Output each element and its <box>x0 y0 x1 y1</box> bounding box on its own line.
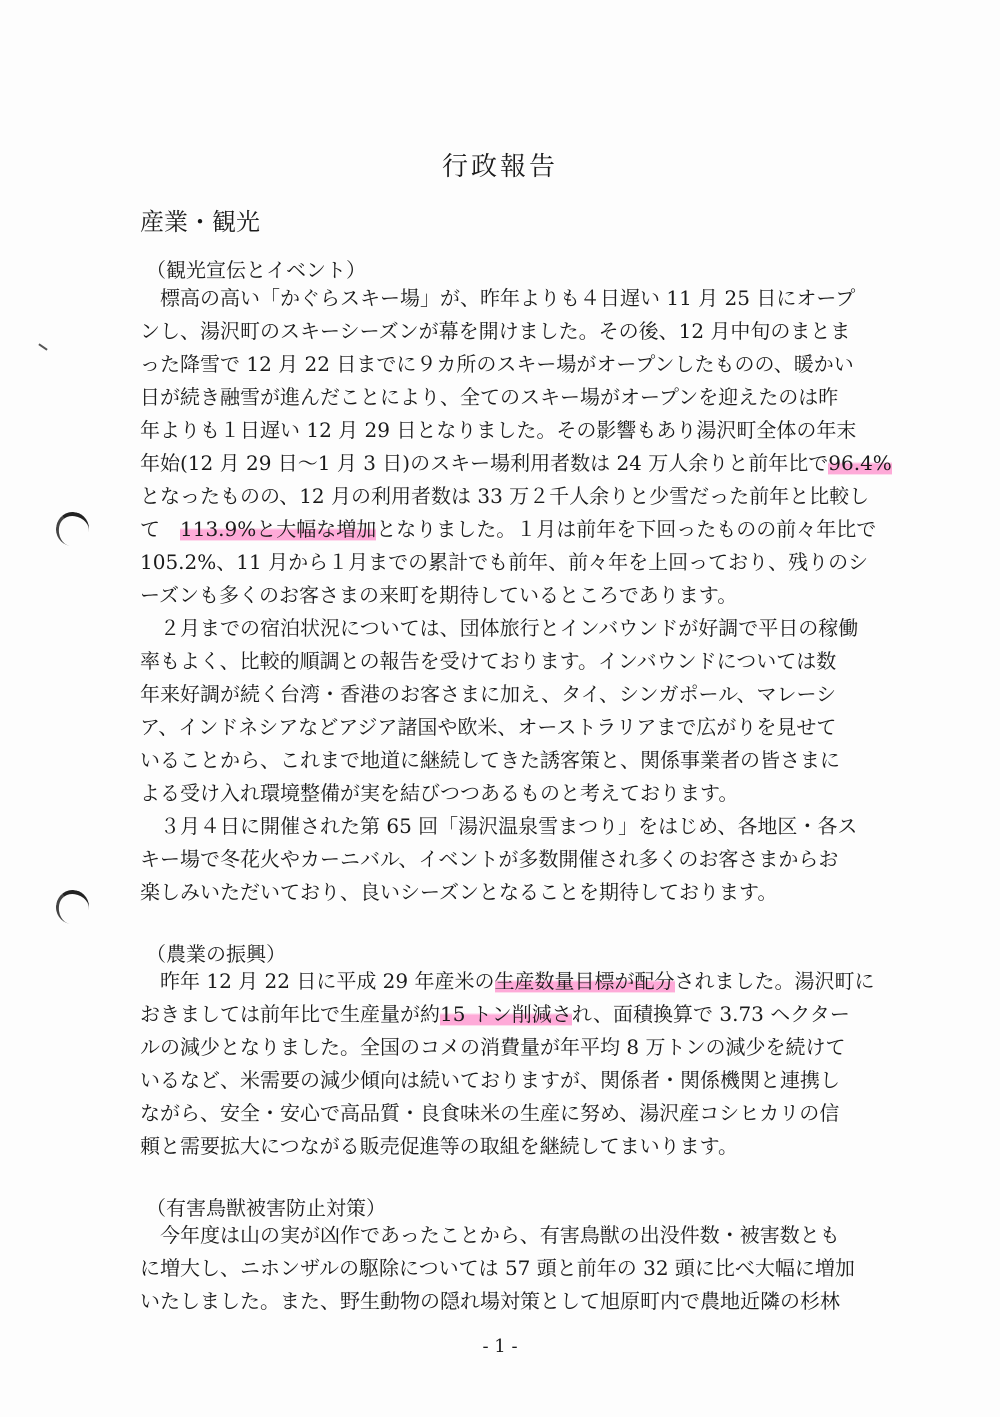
tourism-line: 日が続き融雪が進んだことにより、全てのスキー場がオープンを迎えたのは昨 <box>140 385 839 409</box>
tourism-line: 年よりも１日遅い 12 月 29 日となりました。その影響もあり湯沢町全体の年末 <box>140 418 857 442</box>
tourism-line-text: 年始(12 月 29 日～1 月 3 日)のスキー場利用者数は 24 万人余りと前年比で <box>140 451 829 475</box>
tourism-line: いることから、これまで地道に継続してきた誘客策と、関係事業者の皆さまに <box>140 748 840 772</box>
punch-hole-mark <box>53 887 91 926</box>
agriculture-line-text: されました。湯沢町に <box>674 969 875 993</box>
wildlife-line: いたしました。また、野生動物の隠れ場対策として旭原町内で農地近隣の杉林 <box>140 1289 840 1313</box>
punch-hole-mark <box>53 509 91 548</box>
tourism-line: となったものの、12 月の利用者数は 33 万２千人余りと少雪だった前年と比較し <box>140 484 870 508</box>
tourism-heading: （観光宣伝とイベント） <box>146 258 366 282</box>
document-title: 行政報告 <box>441 152 558 182</box>
tourism-line: ンし、湯沢町のスキーシーズンが幕を開けました。その後、12 月中旬のまとま <box>140 319 851 343</box>
agriculture-line <box>140 999 850 1029</box>
agriculture-line-text: れ、面積換算で 3.73 ヘクター <box>571 1002 850 1026</box>
tourism-line: った降雪で 12 月 22 日までに９カ所のスキー場がオープンしたものの、暖かい <box>140 352 854 376</box>
highlighted-text: 生産数量目標が配分 <box>494 969 675 993</box>
tourism-line: ３月４日に開催された第 65 回「湯沢温泉雪まつり」をはじめ、各地区・各ス <box>140 814 858 838</box>
agriculture-heading: （農業の振興） <box>146 942 286 966</box>
tourism-line: 105.2%、11 月から１月までの累計でも前年、前々年を上回っており、残りのシ <box>140 550 869 574</box>
section-heading: 産業・観光 <box>140 208 260 236</box>
tourism-line-text: て <box>140 517 160 541</box>
tourism-line: キー場で冬花火やカーニバル、イベントが多数開催され多くのお客さまからお <box>140 847 839 871</box>
tourism-line <box>140 448 892 478</box>
tourism-line <box>140 514 876 544</box>
agriculture-line: ルの減少となりました。全国のコメの消費量が年平均 8 万トンの減少を続けて <box>140 1035 846 1059</box>
tourism-line: 年来好調が続く台湾・香港のお客さまに加え、タイ、シンガポール、マレーシ <box>140 682 837 706</box>
agriculture-line: ながら、安全・安心で高品質・良食味米の生産に努め、湯沢産コシヒカリの信 <box>140 1101 840 1125</box>
highlighted-text: 113.9%と大幅な増加 <box>180 517 377 541</box>
tourism-line: 率もよく、比較的順調との報告を受けております。インバウンドについては数 <box>140 649 837 673</box>
tourism-line: 楽しみいただいており、良いシーズンとなることを期待しております。 <box>140 880 778 904</box>
agriculture-line <box>140 966 875 996</box>
agriculture-line: いるなど、米需要の減少傾向は続いておりますが、関係者・関係機関と連携し <box>140 1068 840 1092</box>
tourism-line: ーズンも多くのお客さまの来町を期待しているところであります。 <box>140 583 738 607</box>
agriculture-line-text: 昨年 12 月 22 日に平成 29 年産米の <box>140 969 495 993</box>
wildlife-heading: （有害鳥獣被害防止対策） <box>146 1196 386 1220</box>
scan-speck <box>38 343 47 350</box>
tourism-line: よる受け入れ環境整備が実を結びつつあるものと考えております。 <box>140 781 739 805</box>
tourism-line: ア、インドネシアなどアジア諸国や欧米、オーストラリアまで広がりを見せて <box>140 715 837 739</box>
wildlife-line: 今年度は山の実が凶作であったことから、有害鳥獣の出没件数・被害数とも <box>140 1223 840 1247</box>
agriculture-line: 頼と需要拡大につながる販売促進等の取組を継続してまいります。 <box>140 1134 738 1158</box>
tourism-line: 標高の高い「かぐらスキー場」が、昨年よりも４日遅い 11 月 25 日にオープ <box>140 286 856 310</box>
highlighted-text: 15 トン削減さ <box>440 1002 572 1026</box>
wildlife-line: に増大し、ニホンザルの駆除については 57 頭と前年の 32 頭に比べ大幅に増加 <box>140 1256 855 1280</box>
highlighted-text: 96.4% <box>828 451 892 475</box>
agriculture-line-text: おきましては前年比で生産量が約 <box>140 1002 440 1026</box>
tourism-line-text: となりました。１月は前年を下回ったものの前々年比で <box>376 517 877 541</box>
page-number: - 1 - <box>482 1336 518 1357</box>
tourism-line: ２月までの宿泊状況については、団体旅行とインバウンドが好調で平日の稼働 <box>140 616 859 640</box>
